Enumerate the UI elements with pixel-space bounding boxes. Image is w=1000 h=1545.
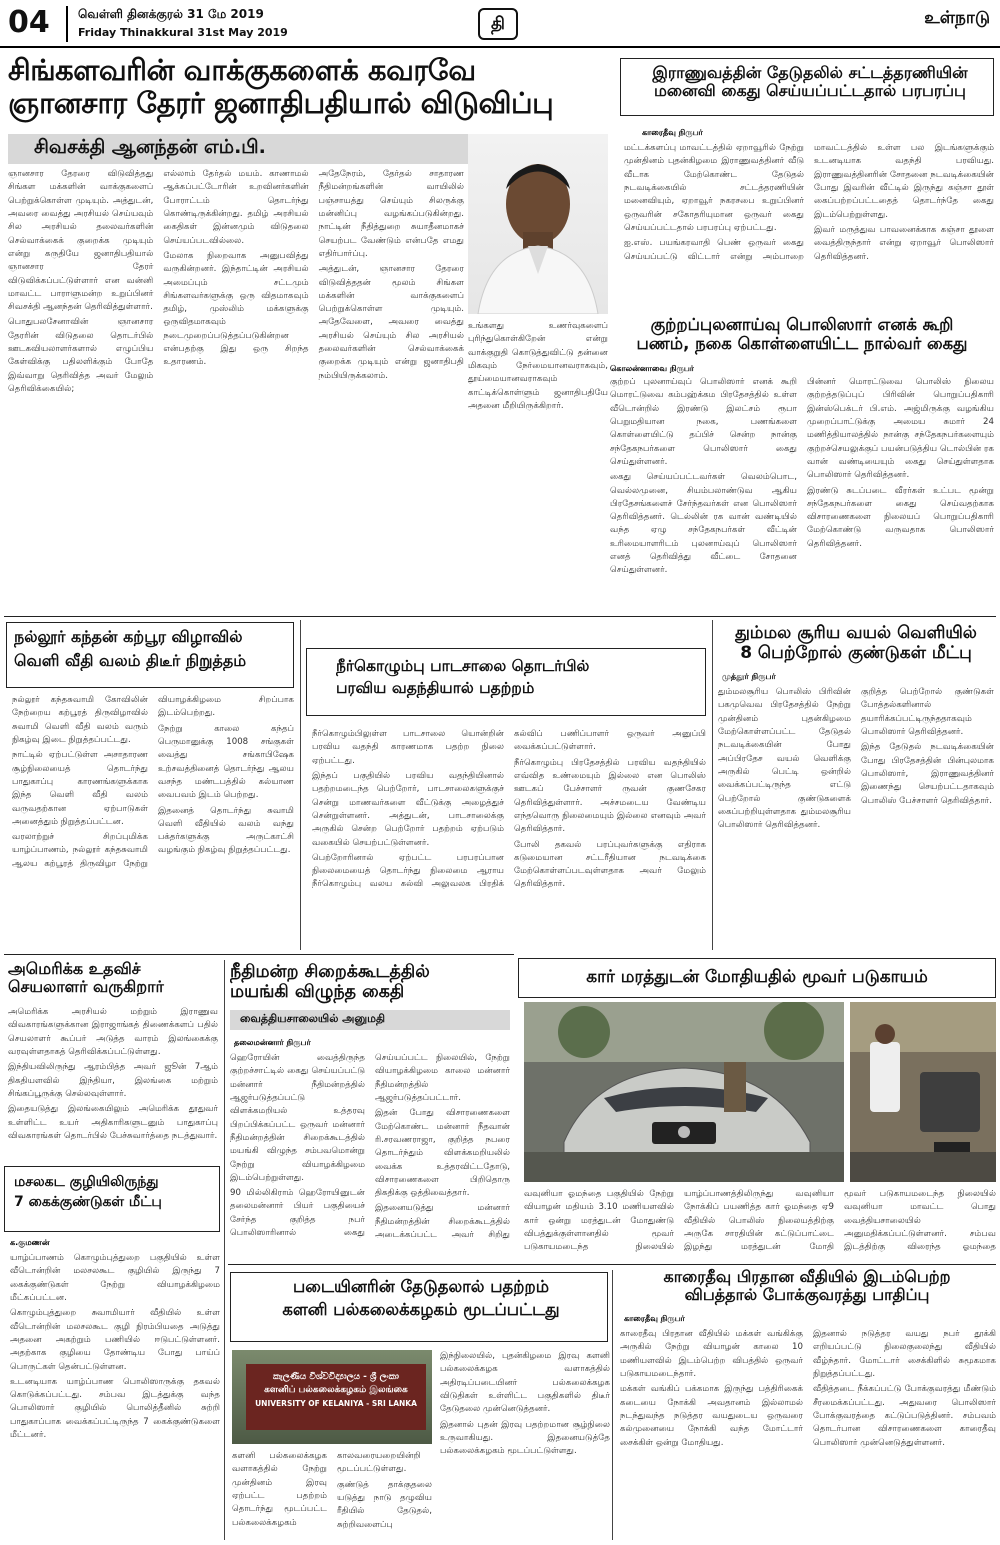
story-body: ஹெரோயின் வைத்திருந்த குற்றச்சாட்டில் கைது செய்யப்பட்டு மன்னார் நீதிமன்றத்தில் ஆஜர்படுத்தப்பட்டு விளக்கமறியல் உத்தரவு பிறப்பிக்கப்பட்ட ஒருவர் மன்னார் நீதிமன்றத்தின் சிறைக்கூடத்தில் மயங்கி விழுந்த சம்பவமொன்று நேற்று வியாழக்கிழமை இடம்பெற்றுள்ளது. 90 மில்லிகிராம் ஹெரோயினுடன் தலைமன்னார் பியர் பகுதியைச் சேர்ந்த குறித்த நபர் பொலிஸாரினால் கைது செய்யப்பட்ட நிலையில், நேற்று வியாழக்கிழமை காலை மன்னார் நீதிமன்றத்தில் ஆஜர்படுத்தப்பட்டார். இதன் போது விசாரணைகளை மேற்கொண்ட மன்னார் நீதவான் ரி.சரவணராஜா, குறித்த நபரை தொடர்ந்தும் விளக்கமறியலில் வைக்க உத்தரவிட்டதோடு, விசாரணைகளை பிறிதொரு திகதிக்கு ஒத்திவைத்தார். இதனையடுத்து மன்னார் நீதிமன்றத்தின் சிறைக்கூடத்தில் அடைக்கப்பட்ட அவர் சிறிது (230, 1053, 510, 1241)
headline: காரைதீவு பிரதான வீதியில் இடம்பெற்ற விபத்தால் போக்குவரத்து பாதிப்பு (663, 1268, 951, 1305)
story-body: குற்றப் புலனாய்வுப் பொலிஸார் எனக் கூறி மொரட்டுவை கம்பஹ்க்கம பிரதேசத்தில் உள்ள வீடொன்றில் இரண்டு இலட்சம் ரூபா பெறுமதியான நகை, பணங்களை கொள்ளையிட்டு தப்பிச் சென்ற நான்கு சந்தேகநபர்களை பொலிஸார் கைது செய்துள்ளனர். கைது செய்யப்பட்டவர்கள் வெலம்பொட, வெல்லமுனை, சியம்பலாண்டுவ ஆகிய பிரதேசங்களைச் சேர்ந்தவர்கள் என பொலிஸார் தெரிவித்தனர். டெல்லின் ரக வான் வண்டியில் வந்த ஏழு சந்தேகநபர்கள் வீட்டின் உரிமையாளரிடம் புலனாய்வுப் பொலிஸார் எனத் தெரிவித்து வீட்டை சோதனை செய்துள்ளனர். பின்னர் மொரட்டுவை பொலிஸ் நிலைய குற்றத்தடுப்புப் பிரிவின் பொறுப்பதிகாரி இன்ஸ்பெக்டர் பி.எம். அஜ்மிருக்கு வழங்கிய முறைப்பாட்டுக்கு அமைய சுமார் 24 மணித்தியாலத்தில் நான்கு சந்தேகநபர்களையும் குற்றச்செயலுக்குப் பயன்படுத்திய டொல்பின் ரக வான் வண்டியையும் கைது செய்துள்ளதாக பொலிஸார் தெரிவித்தனர். இரண்டு சுடப்படை வீரர்கள் உட்பட மூன்று சந்தேகநபர்களை கைது செய்வதற்காக விசாரணைகளை நிலையப் பொறுப்பதிகாரி மேற்கொண்டு வருவதாக பொலிஸார் தெரிவித்தனர். (610, 377, 994, 576)
story-nallur-festival (6, 620, 296, 950)
story-body-left: களனி பல்கலைக்கழக வளாகத்தில் நேற்று முன்தினம் இரவு ஏற்பட்ட பதற்றம் தொடர்ந்து மூடப்பட்ட பல்கலைக்கழகம் காலவரையறையின்றி மூடப்பட்டுள்ளது. குண்டுத் தாக்குதலை யடுத்து நாடு தழுவிய ரீதியில் தேடுதல், சுற்றிவளைப்பு (232, 1451, 432, 1530)
story-body: காரைதீவு பிரதான வீதியில் மக்கள் வங்கிக்கு அருகில் நேற்று வியாழன் காலை 10 மணியளவில் இடம்பெற்ற விபத்தில் ஒருவர் படுகாயமடைந்தார். மக்கள் வங்கிப் பக்கமாக இருந்து பத்திரிகைக் கடையை நோக்கி அவதானம் இல்லாமல் நடந்துவந்த நடுத்தர வயதுடைய ஒருவரை கல்முனையை நோக்கி வந்த மோட்டார் சைக்கிள் ஒன்று மோதியது. இதனால் நடுத்தர வயது நபர் தூக்கி எறியப்பட்டு நிலைகுலைந்து வீதியில் வீழ்ந்தார். மோட்டார் சைக்கிளில் சுமூகமாக நிறுத்தப்பட்டது. வீதித்தடை நீக்கப்பட்டு போக்குவரத்து மீண்டும் சீரமைக்கப்பட்டது. அதுவரை பொலிஸார் போக்குவரத்தை கட்டுப்படுத்தினர். சம்பவம் தொடர்பான விசாரணைகளை காரைதீவு பொலிஸார் முன்னெடுத்துள்ளனர். (620, 1329, 996, 1448)
masthead (0, 0, 1000, 50)
headline: இராணுவத்தின் தேடுதலில் சட்டத்தரணியின் மனைவி கைது செய்யப்பட்டதால் பரபரப்பு (652, 64, 968, 101)
headline: படையினரின் தேடுதலால் பதற்றம் களனி பல்கலைக்கழகம் மூடப்பட்டது (282, 1278, 560, 1319)
page-number: 04 (8, 6, 50, 40)
headline: தும்மல சூரிய வயல் வெளியில் 8 பெற்றோல் குண்டுகள் மீட்பு (735, 624, 977, 663)
dateline: கொலன்னாவை நிருபர் (610, 364, 695, 373)
crashed-car-image (524, 1002, 844, 1182)
dateline: தலைமன்னார் நிருபர் (234, 1038, 311, 1047)
story-body: ஞானசார தேரரை விடுவித்தது சிங்கள மக்களின் வாக்குகளைப் பெற்றுக்கொள்ள முடியும். அத்துடன், அவரை வைத்து அரசியல் செய்யவும் சில அரசியல் தலைவர்களின் செல்வாக்கைக் குறைக்க முடியும் என்று கருதியே ஜனாதிபதியால் ஞானசார தேரர் விடுவிக்கப்பட்டுள்ளார் என வன்னி மாவட்ட பாராளுமன்ற உறுப்பினர் சிவசக்தி ஆனந்தன் தெரிவித்துள்ளார். பொதுபலசேனாவின் ஞானசார தேரரின் விடுதலை தொடர்பில் ஊடகவியலாளர்களால் எழுப்பிய கேள்விக்கு பதிலளிக்கும் போதே இவ்வாறு தெரிவித்த அவர் மேலும் தெரிவிக்கையில்; எல்லாம் தேர்தல் மயம். காணாமல் ஆக்கப்பட்டோரின் உறவினர்களின் போராட்டம் தொடர்ந்து கொண்டிருக்கின்றது. தமிழ் அரசியல் கைதிகள் இன்னமும் விடுதலை செய்யப்படவில்லை. மேலாக நிறைவாக அனுபவித்து வருகின்றனர். இந்தாட்டின் அரசியல் அமைப்பும் சட்டமும் சிங்களவர்களுக்கு ஒரு விதமாகவும் தமிழ், முஸ்லிம் மக்களுக்கு ஒருவிதமாகவும் நடைமுறைப்படுத்தப்படுகின்றன என்பதற்கு இது ஒரு சிறந்த உதாரணம். அதேநேரம், தேர்தல் சாதாரண நீதிமன்றங்களின் வாயிலில் பஞ்சாயத்து செய்யும் சிலருக்கு மன்னிப்பு வழங்கப்படுகின்றது. நாட்டின் நீதித்துறை சுயாதீனமாகச் செயற்பட வேண்டும் என்பதே எமது எதிர்பார்ப்பு. அத்துடன், ஞானசார தேரரை விடுவித்ததன் மூலம் சிங்கள மக்களின் வாக்குகளைப் பெற்றுக்கொள்ள முடியும். அதேவேளை, அவரை வைத்து அரசியல் செய்யும் சில அரசியல் தலைவர்களின் செல்வாக்கைக் குறைக்க முடியும் என்று ஜனாதிபதி நம்பியிருக்கலாம். (8, 169, 464, 394)
story-fake-cid-robbery (610, 316, 994, 606)
headline: நல்லூர் கந்தன் கற்பூர விழாவில் வெளி வீதி வலம் திடீர் நிறுத்தம் (14, 628, 247, 671)
date-tamil: வெள்ளி தினக்குரல் 31 மே 2019 (78, 7, 264, 21)
section-label: உள்நாடு (924, 8, 990, 28)
story-body: மட்டக்களப்பு மாவட்டத்தில் ஏறாவூரில் நேற்று முன்தினம் புதன்கிழமை இராணுவத்தினர் வீடு வீடாக மேற்கொண்ட தேடுதல் நடவடிக்கையில் சட்டத்தரணியின் மனைவியும், ஏறாவூர் நகரசபை உறுப்பினர் ஒருவரின் சகோதரியுமான ஒருவர் கைது செய்யப்பட்டதால் பரபரப்பு ஏற்பட்டது. ஐ.எஸ். பயங்கரவாதி பெண் ஒருவர் கைது செய்யப்பட்டு விட்டார் என்று அம்பாறை மாவட்டத்தில் உள்ள பல இடங்களுக்கும் உடனடியாக வதந்தி பரவியது. இராணுவத்தினரின் சோதனை நடவடிக்கையின் போது இவரின் வீட்டில் இருந்து கஞ்சா தூள் கைப்பற்றப்பட்டதைத் தொடர்ந்தே கைது இடம்பெற்றுள்ளது. இவர் மருத்துவ பாவனைக்காக கஞ்சா தூளை வைத்திருந்தார் என்று ஏறாவூர் பொலிஸார் தெரிவித்தனர். (624, 143, 994, 262)
story-body: நீர்கொழும்பிலுள்ள பாடசாலை யொன்றின் பரவிய வதந்தி காரணமாக பதற்ற நிலை ஏற்பட்டது. இந்தப் பகுதியில் பரவிய வதந்தியினால் பதற்றமடைந்த பெற்றோர், பாடசாலைகளுக்குச் சென்று மாணவர்களை வீட்டுக்கு அழைத்துச் சென்றுள்ளனர். அத்துடன், பாடசாலைக்கு அருகில் சென்ற பெற்றோர் பதற்றம் ஏற்படும் வகையில் செயற்பட்டுள்ளனர். பெற்றோரினால் ஏற்பட்ட பரபரப்பான நிலைமையைத் தொடர்ந்து நிலைமை ஆராய நீர்கொழும்பு வலய கல்வி அலுவலக பிரதிக் கல்விப் பணிப்பாளர் ஒருவர் அனுப்பி வைக்கப்பட்டுள்ளார். நீர்கொழும்பு பிரதேசத்தில் பரவிய வதந்தியில் எவ்வித உண்மையும் இல்லை என பொலிஸ் ஊடகப் பேச்சாளர் ருவன் குணசேகர தெரிவித்துள்ளார். அச்சமடைய வேண்டிய எந்தவொரு நிலைமையும் இல்லை எனவும் அவர் தெரிவித்தார். போலி தகவல் பரப்புவர்களுக்கு எதிராக கடுமையான சட்டரீதியான நடவடிக்கை மேற்கொள்ளப்படவுள்ளதாக அவர் மேலும் தெரிவித்தார். (312, 729, 706, 890)
crash-photo-secondary (850, 1002, 996, 1182)
headline-line-2: ஞானசார தேரர் ஜனாதிபதியால் விடுவிப்பு (8, 86, 554, 121)
caption-col-2: யாழ்ப்பாணத்திலிருந்து வவுனியா நோக்கிப் பயணித்த கார் ஓமந்தை ஏ9 வீதியில் பொலிஸ் நிலையத்திற்கு அருகே சாரதியின் கட்டுப்பாட்டை இழந்து மரத்துடன் மோதி (684, 1189, 834, 1253)
university-sign-photo (232, 1350, 432, 1444)
story-gnanasara (8, 54, 608, 614)
story-body: நல்லூர் கந்தசுவாமி கோவிலின் நேற்றைய கற்பூரத் திருவிழாவில் சுவாமி வெளி வீதி வலம் வரும் நிகழ்வு இடை நிறுத்தப்பட்டது. நாட்டில் ஏற்பட்டுள்ள அசாதாரண சூழ்நிலையைத் தொடர்ந்து பாதுகாப்பு காரணங்களுக்காக இந்த வெளி வீதி வலம் வருவதற்கான ஏற்பாடுகள் அனைத்தும் நிறுத்தப்பட்டன. வரலாற்றுச் சிறப்புமிக்க யாழ்ப்பாணம், நல்லூர் கந்தசுவாமி ஆலய கற்பூரத் திருவிழா நேற்று வியாழக்கிழமை சிறப்பாக இடம்பெற்றது. நேற்று காலை கந்தப் பெருமானுக்கு 1008 சங்குகள் வைத்து சங்காபிஷேக உற்சவத்தினைத் தொடர்ந்து ஆலய வசந்த மண்டபத்தில் கல்யாண வைபவம் இடம் பெற்றது. இதனைத் தொடர்ந்து சுவாமி வெளி வீதியில் வலம் வந்து பக்தர்களுக்கு அருட்காட்சி வழங்கும் நிகழ்வு நிறுத்தப்பட்டது. (12, 695, 294, 869)
byline: சிவசக்தி ஆனந்தன் எம்.பி. (34, 136, 266, 158)
story-prisoner-collapsed (230, 962, 510, 1252)
masthead-logo: தி (478, 8, 518, 40)
story-body: தும்மலசூரிய பொலிஸ் பிரிவின் பகமுவெவ பிரதேசத்தில் நேற்று முன்தினம் புதன்கிழமை மேற்கொள்ளப்பட்ட தேடுதல் நடவடிக்கையின் போது அப்பிரதேச வயல் வெளிக்கு அருகில் பெட்டி ஒன்றில் வைக்கப்பட்டிருந்த எட்டு பெற்றோல் குண்டுகளைக் கைப்பற்றியுள்ளதாக தும்மலசூரிய பொலிஸார் தெரிவித்தனர். குறித்த பெற்றோல் குண்டுகள் போத்தல்களினால் தயாரிக்கப்பட்டிருந்ததாகவும் பொலிஸார் தெரிவித்தனர். இந்த தேடுதல் நடவடிக்கையின் போது பிரதேசத்தின் பின்புலமாக பொலிஸார், இராணுவத்தினர் இணைந்து செயற்பட்டதாகவும் பொலிஸ் பேச்சாளர் தெரிவித்தார். (718, 687, 994, 831)
headline: மசலகட குழியிலிருந்து 7 கைக்குண்டுகள் மீட்பு (14, 1174, 162, 1211)
crash-scene-image (850, 1002, 996, 1182)
headline (8, 54, 608, 121)
mp-portrait (468, 134, 608, 314)
headline: கார் மரத்துடன் மோதியதில் மூவர் படுகாயம் (586, 968, 928, 987)
dateline: காரைதீவு நிருபர் (624, 1314, 685, 1323)
headline: நீதிமன்ற சிறைக்கூடத்தில் மயங்கி விழுந்த கைதி (230, 962, 430, 1003)
caption-col-3: மூவர் படுகாயமடைந்த நிலையில் வவுனியா மாவட்ட பொது வைத்தியசாலையில் அனுமதிக்கப்பட்டுள்ளனர். சம்பவ இடத்திற்கு விரைந்த ஓமந்தை (844, 1189, 996, 1253)
story-karaitivu-accident (618, 1268, 996, 1540)
crash-photo-main (524, 1002, 844, 1182)
story-body: அமெரிக்க அரசியல் மற்றும் இராணுவ விவகாரங்களுக்கான இராஜாங்கத் திணைக்களப் பதில் செயலாளர் கூப்பர் அடுத்த வாரம் இலங்கைக்கு வரவுள்ளதாகத் தெரிவிக்கப்பட்டுள்ளது. இந்தியவிலிருந்து ஆரம்பித்த அவர் ஜூன் 7ஆம் திகதியளவில் இந்தியா, இலங்கை மற்றும் சிங்கப்பூருக்கு செல்லவுள்ளார். இதையடுத்து இலங்கையிலும் அமெரிக்க தூதுவர் உள்ளிட்ட உயர் அதிகாரிகளுடனும் பாதுகாப்பு விவகாரங்கள் தொடர்பில் பேச்சுவார்த்தை நடத்துவார். (8, 1007, 218, 1141)
portrait-image (468, 134, 608, 314)
dateline: க.குமணன் (10, 1238, 50, 1247)
headline-line-1: சிங்களவரின் வாக்குகளைக் கவரவே (8, 54, 476, 87)
subhead: வைத்தியசாலையில் அனுமதி (240, 1012, 386, 1025)
headline: அமெரிக்க உதவிச் செயலாளர் வருகிறார் (8, 960, 164, 997)
story-body-right: இந்நிலையில், புதன்கிழமை இரவு களனி பல்கலைக்கழக வளாகத்தில் அதிரடிப்படையினர் பல்கலைக்கழக விடுதிகள் உள்ளிட்ட பகுதிகளில் திடீர் தேடுதலை முன்னெடுத்தனர். இதனால் புதன் இரவு பதற்றமான சூழ்நிலை உருவாகியது. இதனையடுத்தே பல்கலைக்கழகம் மூடப்பட்டுள்ளது. (440, 1351, 610, 1457)
sign-board: කැලණිය විශ්වවිද්‍යාලය - ශ්‍රී ලංකා களனிப் பல்கலைக்கழகம் இலங்கை UNIVERSITY OF KELANIYA - SRI LANKA (246, 1364, 426, 1430)
story-kelaniya-closed (230, 1272, 610, 1540)
story-negombo-rumour (306, 624, 706, 946)
story-lawyer-wife-arrest (620, 58, 994, 306)
caption-col-1: வவுனியா ஓமந்தை பகுதியில் நேற்று வியாழன் மதியம் 3.10 மணியளவில் கார் ஒன்று மரத்துடன் மோதுண்டு விபத்துக்குள்ளானதில் மூவர் படுகாயமடைந்த நிலையில் (524, 1189, 674, 1253)
story-body-continued: உங்களது உணர்வுகளைப் புரிந்துகொள்கிறேன் என்று வாக்குறுதி கொடுத்துவிட்டு தன்னை மிகவும் நேர்மையானவராகவும், தூய்மையானவராகவும் காட்டிக்கொள்ளும் ஜனாதிபதியே அதனை மீறியிருக்கிறார். (468, 321, 608, 411)
headline: நீர்கொழும்பு பாடசாலை தொடர்பில் பரவிய வதந்தியால் பதற்றம் (336, 658, 590, 697)
story-grenades-recovered (4, 1166, 222, 1538)
headline: குற்றப்புலனாய்வு பொலிஸார் எனக் கூறி பணம், நகை கொள்ளையிட்ட நால்வர் கைது (636, 316, 968, 353)
story-body: யாழ்ப்பாணம் கொழும்புத்துறை பகுதியில் உள்ள வீடொன்றின் மலசலகூட குழியில் இருந்து 7 கைக்குண்டுகள் நேற்று வியாழக்கிழமை மீட்கப்பட்டன. கொழும்புத்துறை சுவாமியார் வீதியில் உள்ள வீடொன்றின் மலசலகூட குழி நிரம்பியதை அடுத்து அதனை அகற்றும் பணியில் ஈடுபட்டுள்ளனர். அதற்காக குழியை தோண்டிய போது பாய்ப் பொருட்கள் தென்பட்டுள்ளன. உடனடியாக யாழ்ப்பாண பொலிஸாருக்கு தகவல் கொடுக்கப்பட்டது. சம்பவ இடத்துக்கு வந்த பொலிஸார் குழியில் பொலித்தீனில் சுற்றி பாதுகாப்பாக வைக்கப்பட்டிருந்த 7 கைக்குண்டுகளை மீட்டனர். (10, 1253, 220, 1441)
story-car-crash (518, 958, 996, 1258)
date-english: Friday Thinakkural 31st May 2019 (78, 26, 288, 39)
dateline: முத்தூர் நிருபர் (722, 672, 776, 681)
dateline: காரைதீவு நிருபர் (642, 128, 703, 137)
story-petrol-bombs (718, 624, 994, 950)
story-us-assistant-secretary (8, 960, 218, 1160)
